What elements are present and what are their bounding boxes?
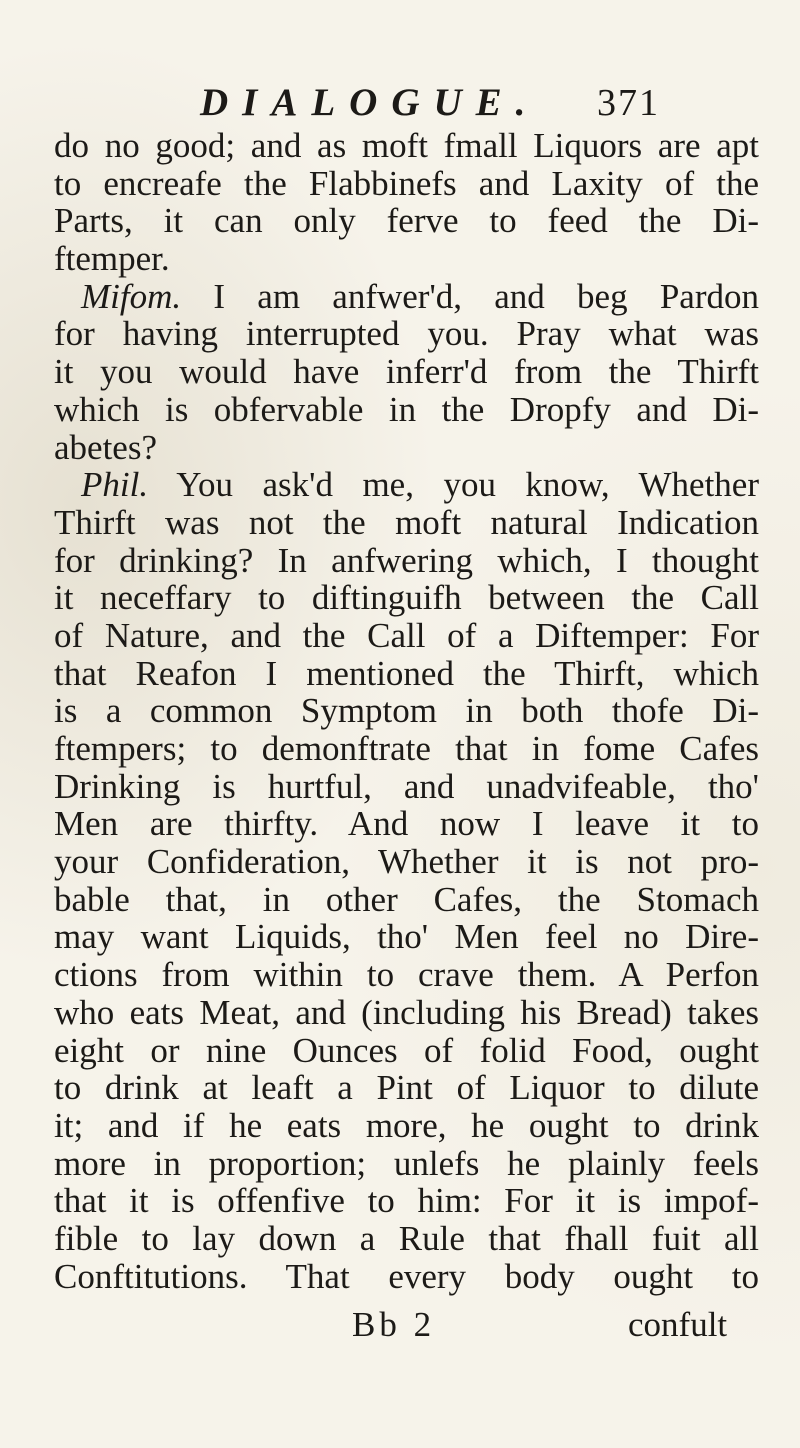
catchword: confult bbox=[628, 1305, 728, 1344]
text-line: more in proportion; unlefs he plainly feels bbox=[54, 1143, 759, 1183]
text-line: abetes? bbox=[54, 427, 157, 467]
text-line: ftempers; to demonftrate that in fome Cafes bbox=[54, 729, 759, 768]
text-line: eight or nine Ounces of folid Food, ought bbox=[54, 1030, 759, 1070]
text-line: for having interrupted you. Pray what was bbox=[54, 314, 759, 354]
text-line: that it is offenfive to him: For it is impof- bbox=[54, 1181, 759, 1221]
text-line: Men are thirfty. And now I leave it to bbox=[54, 804, 759, 844]
text-line: which is obfervable in the Dropfy and Di- bbox=[54, 389, 759, 429]
body-text bbox=[54, 127, 759, 1295]
text-line: it neceffary to diftinguifh between the Call bbox=[54, 578, 759, 618]
text-line: for drinking? In anfwering which, I thought bbox=[54, 540, 759, 580]
page-header bbox=[200, 78, 660, 128]
text-line: do no good; and as moft fmall Liquors are apt bbox=[54, 126, 759, 165]
speaker-line bbox=[54, 278, 759, 316]
speech-text: I am anfwer'd, and beg Pardon bbox=[213, 276, 759, 316]
text-line: is a common Symptom in both thofe Di- bbox=[54, 691, 759, 731]
text-line: that Reafon I mentioned the Thirft, which bbox=[54, 653, 759, 693]
text-line: Drinking is hurtful, and unadvifeable, tho' bbox=[54, 766, 759, 806]
page-number: 371 bbox=[597, 82, 660, 124]
text-line: may want Liquids, tho' Men feel no Dire- bbox=[54, 917, 759, 957]
text-line: your Confideration, Whether it is not pro- bbox=[54, 842, 759, 882]
text-line: ctions from within to crave them. A Perfon bbox=[54, 955, 759, 995]
text-line: of Nature, and the Call of a Diftemper: For bbox=[54, 615, 759, 655]
speaker-name: Mifom. bbox=[81, 276, 182, 316]
text-line: bable that, in other Cafes, the Stomach bbox=[54, 879, 759, 919]
text-line: to drink at leaft a Pint of Liquor to dilute bbox=[54, 1068, 759, 1108]
text-line: who eats Meat, and (including his Bread) takes bbox=[54, 992, 759, 1032]
running-head: DIALOGUE. bbox=[200, 81, 540, 124]
page-footer bbox=[0, 1305, 800, 1345]
text-line: Conftitutions. That every body ought to bbox=[54, 1256, 759, 1296]
text-line: Thirft was not the moft natural Indication bbox=[54, 502, 759, 542]
speech-text: You ask'd me, you know, Whether bbox=[176, 465, 759, 505]
text-line: to encreafe the Flabbinefs and Laxity of the bbox=[54, 163, 759, 203]
text-line: it; and if he eats more, he ought to drink bbox=[54, 1105, 759, 1145]
text-line: Parts, it can only ferve to feed the Di- bbox=[54, 201, 759, 241]
signature-mark: Bb 2 bbox=[352, 1305, 436, 1344]
text-line: fible to lay down a Rule that fhall fuit all bbox=[54, 1218, 759, 1258]
speaker-line bbox=[54, 466, 759, 504]
text-line: ftemper. bbox=[54, 239, 170, 279]
speaker-name: Phil. bbox=[81, 465, 149, 505]
text-line: it you would have inferr'd from the Thirft bbox=[54, 352, 759, 392]
